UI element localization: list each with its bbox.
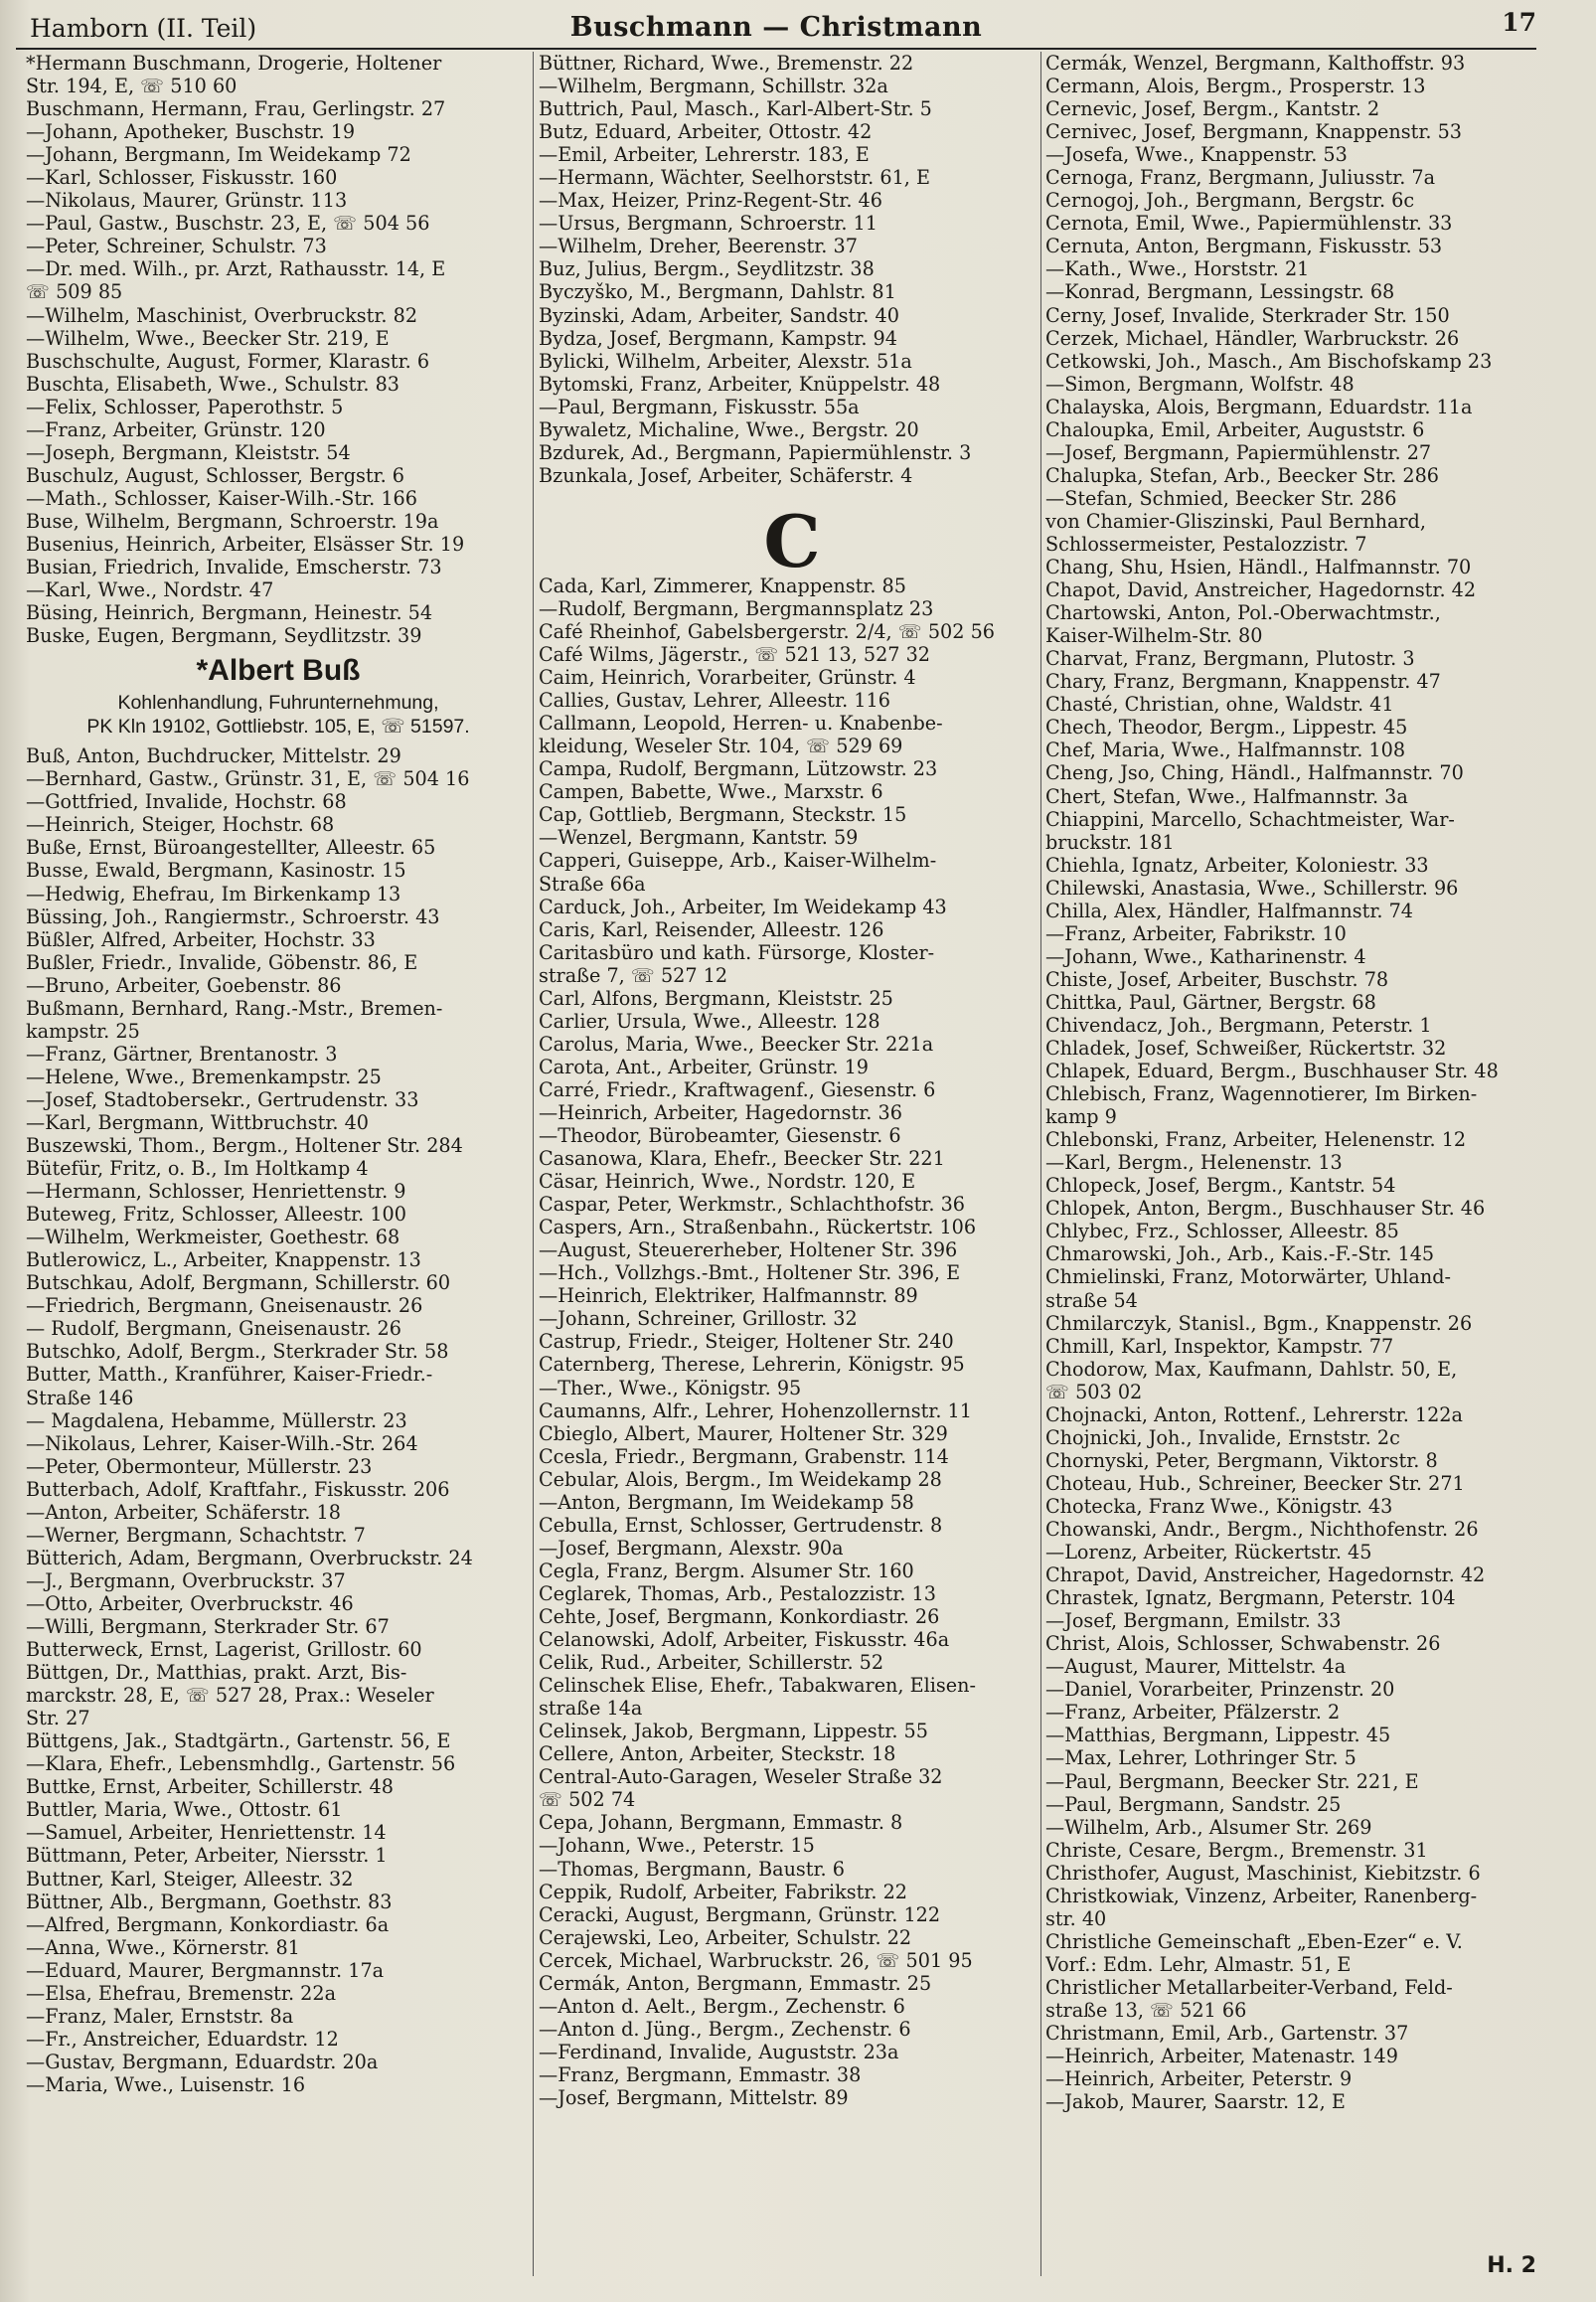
directory-entry: Charvat, Franz, Bergmann, Plutostr. 3 xyxy=(1045,647,1415,671)
directory-entry: —Kath., Wwe., Horststr. 21 xyxy=(1045,257,1310,281)
directory-entry: Byzinski, Adam, Arbeiter, Sandstr. 40 xyxy=(539,303,899,327)
directory-entry: Bzunkala, Josef, Arbeiter, Schäferstr. 4 xyxy=(539,463,913,487)
directory-entry: Chartowski, Anton, Pol.-Oberwachtmstr., xyxy=(1045,601,1441,625)
directory-entry: Chert, Stefan, Wwe., Halfmannstr. 3a xyxy=(1045,784,1408,808)
directory-entry: —Max, Heizer, Prinz-Regent-Str. 46 xyxy=(539,189,882,213)
directory-entry: Christhofer, August, Maschinist, Kiebitzstr. 6 xyxy=(1045,1861,1481,1885)
directory-entry: Cheng, Jso, Ching, Händl., Halfmannstr. 70 xyxy=(1045,761,1464,785)
directory-entry: Cernota, Emil, Wwe., Papiermühlenstr. 33 xyxy=(1045,212,1453,236)
directory-entry: Str. 27 xyxy=(26,1707,90,1730)
directory-entry: Chivendacz, Joh., Bergmann, Peterstr. 1 xyxy=(1045,1013,1432,1037)
directory-entry: Chrapot, David, Anstreicher, Hagedornstr. 42 xyxy=(1045,1563,1486,1587)
directory-entry: Buttner, Karl, Steiger, Alleestr. 32 xyxy=(26,1867,354,1891)
directory-entry: Chef, Maria, Wwe., Halfmannstr. 108 xyxy=(1045,739,1406,762)
directory-column-3 xyxy=(1045,52,1552,2113)
directory-entry: Butschkau, Adolf, Bergmann, Schillerstr. 60 xyxy=(26,1271,451,1295)
directory-entry: Schlossermeister, Pestalozzistr. 7 xyxy=(1045,532,1367,556)
directory-entry: Chotecka, Franz Wwe., Königstr. 43 xyxy=(1045,1494,1393,1518)
directory-entry: Chapot, David, Anstreicher, Hagedornstr. 42 xyxy=(1045,578,1477,602)
directory-entry: Busian, Friedrich, Invalide, Emscherstr. 73 xyxy=(26,556,442,579)
directory-entry: —Nikolaus, Maurer, Grünstr. 113 xyxy=(26,189,348,213)
directory-entry: straße 13, ☏ 521 66 xyxy=(1045,1998,1247,2022)
directory-entry: Butlerowicz, L., Arbeiter, Knappenstr. 13 xyxy=(26,1248,421,1272)
directory-entry: kampstr. 25 xyxy=(26,1019,140,1043)
header-page-number: 17 xyxy=(1502,8,1536,37)
directory-entry: —Franz, Arbeiter, Grünstr. 120 xyxy=(26,417,326,441)
directory-column-2 xyxy=(539,52,1045,2109)
directory-entry: Bütefür, Fritz, o. B., Im Holtkamp 4 xyxy=(26,1157,369,1181)
directory-entry: —Karl, Wwe., Nordstr. 47 xyxy=(26,578,274,602)
entry-list xyxy=(539,575,1045,2109)
directory-entry: —Heinrich, Elektriker, Halfmannstr. 89 xyxy=(539,1284,918,1308)
directory-entry: Buße, Ernst, Büroangestellter, Alleestr. 65 xyxy=(26,836,436,860)
directory-entry: —Hch., Vollzhgs.-Bmt., Holtener Str. 396, E xyxy=(539,1261,961,1285)
directory-entry: Caternberg, Therese, Lehrerin, Königstr. 95 xyxy=(539,1353,965,1377)
directory-entry: —Eduard, Maurer, Bergmannstr. 17a xyxy=(26,1958,385,1982)
directory-entry: —Gustav, Bergmann, Eduardstr. 20a xyxy=(26,2050,379,2073)
directory-entry: —Anton, Bergmann, Im Weidekamp 58 xyxy=(539,1490,914,1514)
directory-entry: Bußmann, Bernhard, Rang.-Mstr., Bremen- xyxy=(26,996,443,1020)
directory-entry: —Peter, Obermonteur, Müllerstr. 23 xyxy=(26,1454,373,1478)
directory-entry: Chiappini, Marcello, Schachtmeister, War- xyxy=(1045,807,1455,831)
directory-entry: —J., Bergmann, Overbruckstr. 37 xyxy=(26,1568,346,1592)
directory-entry: Busenius, Heinrich, Arbeiter, Elsässer Str. 19 xyxy=(26,532,465,556)
directory-entry: Campa, Rudolf, Bergmann, Lützowstr. 23 xyxy=(539,757,938,781)
directory-entry: —Josef, Bergmann, Emilstr. 33 xyxy=(1045,1609,1342,1633)
directory-entry: Cerajewski, Leo, Arbeiter, Schulstr. 22 xyxy=(539,1925,912,1949)
directory-entry: von Chamier-Gliszinski, Paul Bernhard, xyxy=(1045,509,1426,533)
directory-entry: Büttmann, Peter, Arbeiter, Niersstr. 1 xyxy=(26,1844,388,1868)
directory-entry: —Franz, Gärtner, Brentanostr. 3 xyxy=(26,1042,338,1066)
directory-entry: straße 7, ☏ 527 12 xyxy=(539,963,728,987)
directory-entry: Chmill, Karl, Inspektor, Kampstr. 77 xyxy=(1045,1334,1394,1358)
page-footer-signature: H. 2 xyxy=(1487,2253,1536,2278)
directory-entry: —Joseph, Bergmann, Kleiststr. 54 xyxy=(26,440,351,464)
directory-entry: Bytomski, Franz, Arbeiter, Knüppelstr. 48 xyxy=(539,372,941,396)
directory-entry: —Franz, Maler, Ernststr. 8a xyxy=(26,2004,294,2028)
directory-entry: —Johann, Wwe., Peterstr. 15 xyxy=(539,1834,815,1858)
directory-entry: Cellere, Anton, Arbeiter, Steckstr. 18 xyxy=(539,1742,896,1766)
header-name-range: Buschmann — Christmann xyxy=(569,12,983,43)
directory-entry: Cegla, Franz, Bergm. Alsumer Str. 160 xyxy=(539,1559,914,1582)
directory-entry: straße 14a xyxy=(539,1697,643,1721)
directory-entry: —Wenzel, Bergmann, Kantstr. 59 xyxy=(539,826,859,850)
directory-entry: Chowanski, Andr., Bergm., Nichthofenstr. 26 xyxy=(1045,1518,1479,1541)
directory-entry: Carduck, Joh., Arbeiter, Im Weidekamp 43 xyxy=(539,895,947,918)
directory-entry: Büssing, Joh., Rangiermstr., Schroerstr. 43 xyxy=(26,904,440,928)
directory-entry: Chmarowski, Joh., Arb., Kais.-F.-Str. 145 xyxy=(1045,1242,1435,1266)
directory-entry: Chittka, Paul, Gärtner, Bergstr. 68 xyxy=(1045,990,1376,1014)
directory-entry: —Willi, Bergmann, Sterkrader Str. 67 xyxy=(26,1615,390,1638)
directory-entry: Cercek, Michael, Warbruckstr. 26, ☏ 501 95 xyxy=(539,1948,973,1972)
directory-entry: Buttke, Ernst, Arbeiter, Schillerstr. 48 xyxy=(26,1775,394,1799)
directory-entry: Carota, Ant., Arbeiter, Grünstr. 19 xyxy=(539,1055,869,1078)
directory-entry: —Helene, Wwe., Bremenkampstr. 25 xyxy=(26,1065,382,1088)
directory-entry: —Wilhelm, Dreher, Beerenstr. 37 xyxy=(539,235,858,258)
directory-entry: —Max, Lehrer, Lothringer Str. 5 xyxy=(1045,1746,1357,1770)
directory-entry: Chalayska, Alois, Bergmann, Eduardstr. 11a xyxy=(1045,395,1473,418)
directory-entry: Cermák, Wenzel, Bergmann, Kalthoffstr. 93 xyxy=(1045,52,1466,75)
directory-entry: —Karl, Bergm., Helenenstr. 13 xyxy=(1045,1151,1343,1175)
directory-entry: Chalupka, Stefan, Arb., Beecker Str. 286 xyxy=(1045,463,1439,487)
directory-entry: —Daniel, Vorarbeiter, Prinzenstr. 20 xyxy=(1045,1678,1395,1702)
directory-entry: Christe, Cesare, Bergm., Bremenstr. 31 xyxy=(1045,1838,1428,1862)
directory-entry: —Gottfried, Invalide, Hochstr. 68 xyxy=(26,790,347,814)
directory-entry: Chary, Franz, Bergmann, Knappenstr. 47 xyxy=(1045,670,1441,694)
directory-entry: Caim, Heinrich, Vorarbeiter, Grünstr. 4 xyxy=(539,666,916,690)
directory-entry: —Anton d. Jüng., Bergm., Zechenstr. 6 xyxy=(539,2017,911,2041)
directory-entry: —Hedwig, Ehefrau, Im Birkenkamp 13 xyxy=(26,882,401,905)
directory-entry: Chornyski, Peter, Bergmann, Viktorstr. 8 xyxy=(1045,1448,1438,1472)
entry-list xyxy=(1045,52,1552,2113)
directory-entry: Caumanns, Alfr., Lehrer, Hohenzollernstr. 11 xyxy=(539,1398,972,1422)
directory-entry: Chasté, Christian, ohne, Waldstr. 41 xyxy=(1045,693,1394,717)
directory-entry: —Bruno, Arbeiter, Goebenstr. 86 xyxy=(26,973,342,997)
directory-entry: —Anton, Arbeiter, Schäferstr. 18 xyxy=(26,1500,341,1524)
directory-entry: —Rudolf, Bergmann, Bergmannsplatz 23 xyxy=(539,596,934,620)
directory-entry: Cermann, Alois, Bergm., Prosperstr. 13 xyxy=(1045,75,1426,98)
directory-entry: — Rudolf, Bergmann, Gneisenaustr. 26 xyxy=(26,1317,401,1341)
directory-entry: —Peter, Schreiner, Schulstr. 73 xyxy=(26,235,327,258)
directory-entry: Cerny, Josef, Invalide, Sterkrader Str. 150 xyxy=(1045,303,1450,327)
directory-entry: —Konrad, Bergmann, Lessingstr. 68 xyxy=(1045,280,1395,304)
ad-line-2: PK Kln 19102, Gottliebstr. 105, E, ☏ 51597. xyxy=(86,716,470,739)
directory-entry: kamp 9 xyxy=(1045,1105,1117,1129)
directory-entry: Christliche Gemeinschaft „Eben-Ezer“ e. V. xyxy=(1045,1929,1463,1953)
directory-entry: Chmielinski, Franz, Motorwärter, Uhland- xyxy=(1045,1265,1451,1289)
directory-entry: —Johann, Wwe., Katharinenstr. 4 xyxy=(1045,944,1366,968)
directory-entry: Butschko, Adolf, Bergm., Sterkrader Str. 58 xyxy=(26,1340,449,1364)
directory-entry: —Dr. med. Wilh., pr. Arzt, Rathausstr. 14, E xyxy=(26,257,446,281)
directory-entry: Caris, Karl, Reisender, Alleestr. 126 xyxy=(539,917,884,941)
directory-entry: Bydza, Josef, Bergmann, Kampstr. 94 xyxy=(539,326,897,350)
directory-entry: —Paul, Gastw., Buschstr. 23, E, ☏ 504 56 xyxy=(26,212,430,236)
directory-entry: Buß, Anton, Buchdrucker, Mittelstr. 29 xyxy=(26,744,401,768)
directory-entry: Str. 194, E, ☏ 510 60 xyxy=(26,75,238,98)
directory-entry: Carl, Alfons, Bergmann, Kleiststr. 25 xyxy=(539,986,893,1010)
directory-entry: Chlybec, Frz., Schlosser, Alleestr. 85 xyxy=(1045,1220,1399,1243)
directory-entry: Buttler, Maria, Wwe., Ottostr. 61 xyxy=(26,1798,343,1822)
directory-entry: Cebular, Alois, Bergm., Im Weidekamp 28 xyxy=(539,1467,942,1491)
directory-entry: Butter, Matth., Kranführer, Kaiser-Friedr.- xyxy=(26,1363,433,1387)
directory-entry: Café Rheinhof, Gabelsbergerstr. 2/4, ☏ 502 56 xyxy=(539,619,995,643)
directory-entry: Busse, Ewald, Bergmann, Kasinostr. 15 xyxy=(26,859,406,883)
directory-entry: —Elsa, Ehefrau, Bremenstr. 22a xyxy=(26,1981,337,2005)
directory-entry: Cernevic, Josef, Bergm., Kantstr. 2 xyxy=(1045,97,1380,121)
directory-entry: marckstr. 28, E, ☏ 527 28, Prax.: Weseler xyxy=(26,1684,434,1708)
directory-entry: —Johann, Bergmann, Im Weidekamp 72 xyxy=(26,143,411,167)
directory-entry: Chang, Shu, Hsien, Händl., Halfmannstr. 70 xyxy=(1045,556,1472,579)
directory-entry: Chech, Theodor, Bergm., Lippestr. 45 xyxy=(1045,716,1408,740)
directory-entry: — Magdalena, Hebamme, Müllerstr. 23 xyxy=(26,1408,407,1432)
directory-entry: Chilla, Alex, Händler, Halfmannstr. 74 xyxy=(1045,899,1414,922)
directory-entry: —Bernhard, Gastw., Grünstr. 31, E, ☏ 504 16 xyxy=(26,767,470,791)
directory-entry: Cernoga, Franz, Bergmann, Juliusstr. 7a xyxy=(1045,166,1436,190)
directory-entry: —Otto, Arbeiter, Overbruckstr. 46 xyxy=(26,1591,354,1615)
directory-entry: —Karl, Bergmann, Wittbruchstr. 40 xyxy=(26,1110,370,1134)
directory-entry: —Maria, Wwe., Luisenstr. 16 xyxy=(26,2072,306,2096)
directory-entry: —Anton d. Aelt., Bergm., Zechenstr. 6 xyxy=(539,1994,905,2018)
directory-entry: —Emil, Arbeiter, Lehrerstr. 183, E xyxy=(539,143,870,167)
entry-list xyxy=(539,52,1045,487)
directory-entry: —Lorenz, Arbeiter, Rückertstr. 45 xyxy=(1045,1541,1372,1564)
directory-entry: Chlopeck, Josef, Bergm., Kantstr. 54 xyxy=(1045,1174,1396,1198)
directory-entry: Carolus, Maria, Wwe., Beecker Str. 221a xyxy=(539,1032,934,1056)
directory-entry: Callmann, Leopold, Herren- u. Knabenbe- xyxy=(539,712,943,736)
directory-entry: —Fr., Anstreicher, Eduardstr. 12 xyxy=(26,2027,339,2051)
directory-entry: Cermák, Anton, Bergmann, Emmastr. 25 xyxy=(539,1971,932,1995)
directory-entry: Buschta, Elisabeth, Wwe., Schulstr. 83 xyxy=(26,372,400,396)
directory-entry: Cetkowski, Joh., Masch., Am Bischofskamp 23 xyxy=(1045,349,1493,373)
directory-entry: Vorf.: Edm. Lehr, Almastr. 51, E xyxy=(1045,1952,1352,1976)
directory-entry: Caspar, Peter, Werkmstr., Schlachthofstr. 36 xyxy=(539,1193,965,1217)
directory-entry: Buschschulte, August, Former, Klarastr. 6 xyxy=(26,349,430,373)
directory-entry: —Ferdinand, Invalide, Auguststr. 23a xyxy=(539,2040,899,2063)
directory-entry: —Anna, Wwe., Körnerstr. 81 xyxy=(26,1935,300,1959)
directory-entry: —Jakob, Maurer, Saarstr. 12, E xyxy=(1045,2090,1346,2114)
entry-list xyxy=(26,744,531,2096)
directory-entry: Cerzek, Michael, Händler, Warbruckstr. 26 xyxy=(1045,326,1460,350)
directory-entry: Chiehla, Ignatz, Arbeiter, Koloniestr. 33 xyxy=(1045,853,1429,877)
directory-entry: Buse, Wilhelm, Bergmann, Schroerstr. 19a xyxy=(26,509,439,533)
directory-entry: Celinschek Elise, Ehefr., Tabakwaren, Elisen- xyxy=(539,1674,976,1698)
directory-entry: —Felix, Schlosser, Paperothstr. 5 xyxy=(26,395,344,418)
directory-entry: —Nikolaus, Lehrer, Kaiser-Wilh.-Str. 264 xyxy=(26,1431,418,1455)
directory-entry: —Josefa, Wwe., Knappenstr. 53 xyxy=(1045,143,1348,167)
directory-entry: Büttner, Alb., Bergmann, Goethstr. 83 xyxy=(26,1890,393,1913)
directory-entry: Celinsek, Jakob, Bergmann, Lippestr. 55 xyxy=(539,1720,928,1743)
directory-entry: Caritasbüro und kath. Fürsorge, Kloster- xyxy=(539,940,935,964)
directory-entry: Buske, Eugen, Bergmann, Seydlitzstr. 39 xyxy=(26,624,422,648)
directory-entry: —Friedrich, Bergmann, Gneisenaustr. 26 xyxy=(26,1294,423,1318)
directory-entry: —Werner, Bergmann, Schachtstr. 7 xyxy=(26,1523,366,1547)
directory-entry: Ceppik, Rudolf, Arbeiter, Fabrikstr. 22 xyxy=(539,1880,907,1903)
directory-entry: Chiste, Josef, Arbeiter, Buschstr. 78 xyxy=(1045,967,1389,991)
header-section-name: Hamborn (II. Teil) xyxy=(30,14,257,43)
directory-entry: —Johann, Schreiner, Grillostr. 32 xyxy=(539,1307,858,1331)
directory-entry: Cernogoj, Joh., Bergmann, Bergstr. 6c xyxy=(1045,189,1415,213)
directory-entry: Café Wilms, Jägerstr., ☏ 521 13, 527 32 xyxy=(539,643,930,667)
entry-list xyxy=(26,52,531,647)
directory-entry: —Josef, Bergmann, Alexstr. 90a xyxy=(539,1536,844,1560)
directory-entry: —Josef, Bergmann, Mittelstr. 89 xyxy=(539,2085,849,2109)
directory-entry: Bylicki, Wilhelm, Arbeiter, Alexstr. 51a xyxy=(539,349,912,373)
directory-entry: ☏ 502 74 xyxy=(539,1788,636,1812)
directory-entry: Chlebonski, Franz, Arbeiter, Helenenstr. 12 xyxy=(1045,1128,1467,1152)
directory-entry: Choteau, Hub., Schreiner, Beecker Str. 271 xyxy=(1045,1471,1465,1495)
directory-entry: —Karl, Schlosser, Fiskusstr. 160 xyxy=(26,166,338,190)
directory-entry: Chlebisch, Franz, Wagennotierer, Im Birken- xyxy=(1045,1082,1478,1106)
directory-entry: Central-Auto-Garagen, Weseler Straße 32 xyxy=(539,1765,943,1789)
directory-entry: Chmilarczyk, Stanisl., Bgm., Knappenstr. 26 xyxy=(1045,1311,1473,1335)
directory-entry: —Ursus, Bergmann, Schroerstr. 11 xyxy=(539,212,878,236)
directory-entry: Buschulz, August, Schlosser, Bergstr. 6 xyxy=(26,463,405,487)
directory-entry: Celik, Rud., Arbeiter, Schillerstr. 52 xyxy=(539,1651,884,1675)
directory-entry: Cebulla, Ernst, Schlosser, Gertrudenstr. 8 xyxy=(539,1513,943,1537)
directory-entry: —Heinrich, Arbeiter, Peterstr. 9 xyxy=(1045,2067,1353,2091)
directory-entry: —Simon, Bergmann, Wolfstr. 48 xyxy=(1045,372,1355,396)
directory-entry: Ccesla, Friedr., Bergmann, Grabenstr. 114 xyxy=(539,1444,949,1468)
directory-entry: Christkowiak, Vinzenz, Arbeiter, Ranenberg- xyxy=(1045,1884,1478,1907)
directory-entry: —Wilhelm, Maschinist, Overbruckstr. 82 xyxy=(26,303,418,327)
directory-entry: —Heinrich, Arbeiter, Matenastr. 149 xyxy=(1045,2045,1398,2068)
directory-entry: —Wilhelm, Werkmeister, Goethestr. 68 xyxy=(26,1226,400,1249)
directory-entry: —Heinrich, Arbeiter, Hagedornstr. 36 xyxy=(539,1100,902,1124)
directory-entry: Buszewski, Thom., Bergm., Holtener Str. 284 xyxy=(26,1134,463,1158)
directory-entry: —Paul, Bergmann, Sandstr. 25 xyxy=(1045,1792,1342,1816)
directory-entry: Buz, Julius, Bergm., Seydlitzstr. 38 xyxy=(539,257,875,281)
directory-entry: —Samuel, Arbeiter, Henriettenstr. 14 xyxy=(26,1821,387,1845)
directory-entry: Bußler, Friedr., Invalide, Göbenstr. 86, E xyxy=(26,950,418,974)
directory-entry: str. 40 xyxy=(1045,1906,1107,1930)
directory-entry: Chaloupka, Emil, Arbeiter, Auguststr. 6 xyxy=(1045,417,1425,441)
directory-entry: Celanowski, Adolf, Arbeiter, Fiskusstr. 46a xyxy=(539,1628,950,1652)
directory-entry: Caspers, Arn., Straßenbahn., Rückertstr. 106 xyxy=(539,1216,977,1239)
directory-entry: Casanowa, Klara, Ehefr., Beecker Str. 221 xyxy=(539,1147,945,1171)
directory-entry: ☏ 503 02 xyxy=(1045,1380,1143,1403)
directory-entry: Butterbach, Adolf, Kraftfahr., Fiskusstr. 206 xyxy=(26,1477,450,1501)
directory-entry: —Klara, Ehefr., Lebensmhdlg., Gartenstr. 56 xyxy=(26,1752,456,1776)
directory-entry: *Hermann Buschmann, Drogerie, Holtener xyxy=(26,52,442,75)
directory-entry: Büttgen, Dr., Matthias, prakt. Arzt, Bis- xyxy=(26,1661,407,1685)
directory-entry: Chlapek, Eduard, Bergm., Buschhauser Str. 48 xyxy=(1045,1060,1499,1083)
directory-entry: Chojnicki, Joh., Invalide, Ernststr. 2c xyxy=(1045,1425,1400,1449)
directory-entry: Christmann, Emil, Arb., Gartenstr. 37 xyxy=(1045,2022,1409,2046)
directory-entry: Cernivec, Josef, Bergmann, Knappenstr. 53 xyxy=(1045,120,1463,144)
directory-entry: Büttgens, Jak., Stadtgärtn., Gartenstr. 56, E xyxy=(26,1729,451,1753)
directory-entry: —August, Maurer, Mittelstr. 4a xyxy=(1045,1655,1347,1679)
directory-entry: Buschmann, Hermann, Frau, Gerlingstr. 27 xyxy=(26,97,446,121)
ad-line-1: Kohlenhandlung, Fuhrunternehmung, xyxy=(117,692,439,715)
directory-entry: —Heinrich, Steiger, Hochstr. 68 xyxy=(26,813,335,837)
directory-entry: —Ther., Wwe., Königstr. 95 xyxy=(539,1376,802,1399)
directory-entry: Carlier, Ursula, Wwe., Alleestr. 128 xyxy=(539,1009,880,1033)
directory-entry: —Franz, Bergmann, Emmastr. 38 xyxy=(539,2062,862,2086)
directory-entry: Castrup, Friedr., Steiger, Holtener Str. 240 xyxy=(539,1330,954,1354)
directory-entry: Christlicher Metallarbeiter-Verband, Feld- xyxy=(1045,1975,1453,1999)
directory-entry: Butterweck, Ernst, Lagerist, Grillostr. 60 xyxy=(26,1638,422,1662)
directory-entry: ☏ 509 85 xyxy=(26,280,123,304)
directory-entry: —Hermann, Schlosser, Henriettenstr. 9 xyxy=(26,1180,406,1204)
directory-entry: —Franz, Arbeiter, Fabrikstr. 10 xyxy=(1045,921,1347,945)
directory-entry: Cap, Gottlieb, Bergmann, Steckstr. 15 xyxy=(539,803,907,827)
directory-entry: —Theodor, Bürobeamter, Giesenstr. 6 xyxy=(539,1124,901,1148)
directory-entry: Callies, Gustav, Lehrer, Alleestr. 116 xyxy=(539,689,890,713)
directory-entry: Straße 66a xyxy=(539,872,646,896)
directory-entry: —Hermann, Wächter, Seelhorststr. 61, E xyxy=(539,166,930,190)
directory-entry: Cehte, Josef, Bergmann, Konkordiastr. 26 xyxy=(539,1605,940,1628)
directory-entry: —August, Steuererheber, Holtener Str. 396 xyxy=(539,1238,958,1262)
directory-entry: —Math., Schlosser, Kaiser-Wilh.-Str. 166 xyxy=(26,486,417,510)
directory-entry: —Franz, Arbeiter, Pfälzerstr. 2 xyxy=(1045,1701,1341,1725)
directory-entry: Ceracki, August, Bergmann, Grünstr. 122 xyxy=(539,1902,941,1926)
advertisement-albert-buss xyxy=(26,647,531,744)
directory-entry: Cepa, Johann, Bergmann, Emmastr. 8 xyxy=(539,1811,903,1835)
directory-entry: Chilewski, Anastasia, Wwe., Schillerstr. 96 xyxy=(1045,876,1459,900)
directory-entry: —Thomas, Bergmann, Baustr. 6 xyxy=(539,1857,845,1881)
directory-entry: —Stefan, Schmied, Beecker Str. 286 xyxy=(1045,486,1397,510)
directory-entry: Straße 146 xyxy=(26,1386,134,1409)
directory-entry: Büsing, Heinrich, Bergmann, Heinestr. 54 xyxy=(26,601,433,625)
directory-entry: Campen, Babette, Wwe., Marxstr. 6 xyxy=(539,780,883,804)
directory-entry: Byczyško, M., Bergmann, Dahlstr. 81 xyxy=(539,280,896,304)
section-letter: C xyxy=(763,498,821,583)
directory-entry: kleidung, Weseler Str. 104, ☏ 529 69 xyxy=(539,735,903,758)
directory-entry: Cäsar, Heinrich, Wwe., Nordstr. 120, E xyxy=(539,1170,916,1194)
directory-entry: Büttner, Richard, Wwe., Bremenstr. 22 xyxy=(539,52,914,75)
directory-entry: —Josef, Bergmann, Papiermühlenstr. 27 xyxy=(1045,440,1432,464)
directory-entry: —Paul, Bergmann, Beecker Str. 221, E xyxy=(1045,1769,1419,1793)
directory-entry: —Matthias, Bergmann, Lippestr. 45 xyxy=(1045,1724,1391,1747)
directory-entry: straße 54 xyxy=(1045,1288,1138,1312)
directory-entry: —Alfred, Bergmann, Konkordiastr. 6a xyxy=(26,1912,390,1936)
directory-entry: bruckstr. 181 xyxy=(1045,830,1175,854)
directory-entry: Chrastek, Ignatz, Bergmann, Peterstr. 104 xyxy=(1045,1586,1456,1610)
directory-entry: —Wilhelm, Wwe., Beecker Str. 219, E xyxy=(26,326,390,350)
directory-entry: Carré, Friedr., Kraftwagenf., Giesenstr. 6 xyxy=(539,1077,936,1101)
directory-entry: Buttrich, Paul, Masch., Karl-Albert-Str. 5 xyxy=(539,97,932,121)
ad-business-name: *Albert Buß xyxy=(196,654,361,688)
directory-entry: Chojnacki, Anton, Rottenf., Lehrerstr. 122a xyxy=(1045,1402,1463,1426)
directory-entry: —Johann, Apotheker, Buschstr. 19 xyxy=(26,120,356,144)
directory-entry: Christ, Alois, Schlosser, Schwabenstr. 26 xyxy=(1045,1632,1441,1656)
directory-entry: Bzdurek, Ad., Bergmann, Papiermühlenstr. 3 xyxy=(539,440,972,464)
directory-entry: Bywaletz, Michaline, Wwe., Bergstr. 20 xyxy=(539,417,919,441)
column-divider xyxy=(533,52,534,2276)
directory-entry: Kaiser-Wilhelm-Str. 80 xyxy=(1045,624,1263,648)
directory-entry: —Paul, Bergmann, Fiskusstr. 55a xyxy=(539,395,860,418)
directory-entry: Büßler, Alfred, Arbeiter, Hochstr. 33 xyxy=(26,927,376,951)
directory-entry: —Wilhelm, Bergmann, Schillstr. 32a xyxy=(539,75,888,98)
directory-entry: —Wilhelm, Arb., Alsumer Str. 269 xyxy=(1045,1815,1372,1839)
directory-entry: Bütterich, Adam, Bergmann, Overbruckstr. 24 xyxy=(26,1546,473,1569)
directory-entry: —Josef, Stadtobersekr., Gertrudenstr. 33 xyxy=(26,1087,419,1111)
directory-entry: Ceglarek, Thomas, Arb., Pestalozzistr. 13 xyxy=(539,1581,936,1605)
directory-column-1 xyxy=(26,52,531,2096)
directory-entry: Cbieglo, Albert, Maurer, Holtener Str. 329 xyxy=(539,1421,948,1445)
directory-entry: Butz, Eduard, Arbeiter, Ottostr. 42 xyxy=(539,120,873,144)
directory-entry: Chladek, Josef, Schweißer, Rückertstr. 32 xyxy=(1045,1037,1447,1061)
directory-entry: Capperi, Guiseppe, Arb., Kaiser-Wilhelm- xyxy=(539,849,937,873)
page-header xyxy=(16,8,1536,50)
directory-entry: Chlopek, Anton, Bergm., Buschhauser Str. 46 xyxy=(1045,1197,1486,1221)
directory-entry: Chodorow, Max, Kaufmann, Dahlstr. 50, E, xyxy=(1045,1357,1458,1381)
directory-entry: Cernuta, Anton, Bergmann, Fiskusstr. 53 xyxy=(1045,235,1443,258)
directory-entry: Cada, Karl, Zimmerer, Knappenstr. 85 xyxy=(539,574,906,597)
directory-entry: Buteweg, Fritz, Schlosser, Alleestr. 100 xyxy=(26,1203,406,1227)
